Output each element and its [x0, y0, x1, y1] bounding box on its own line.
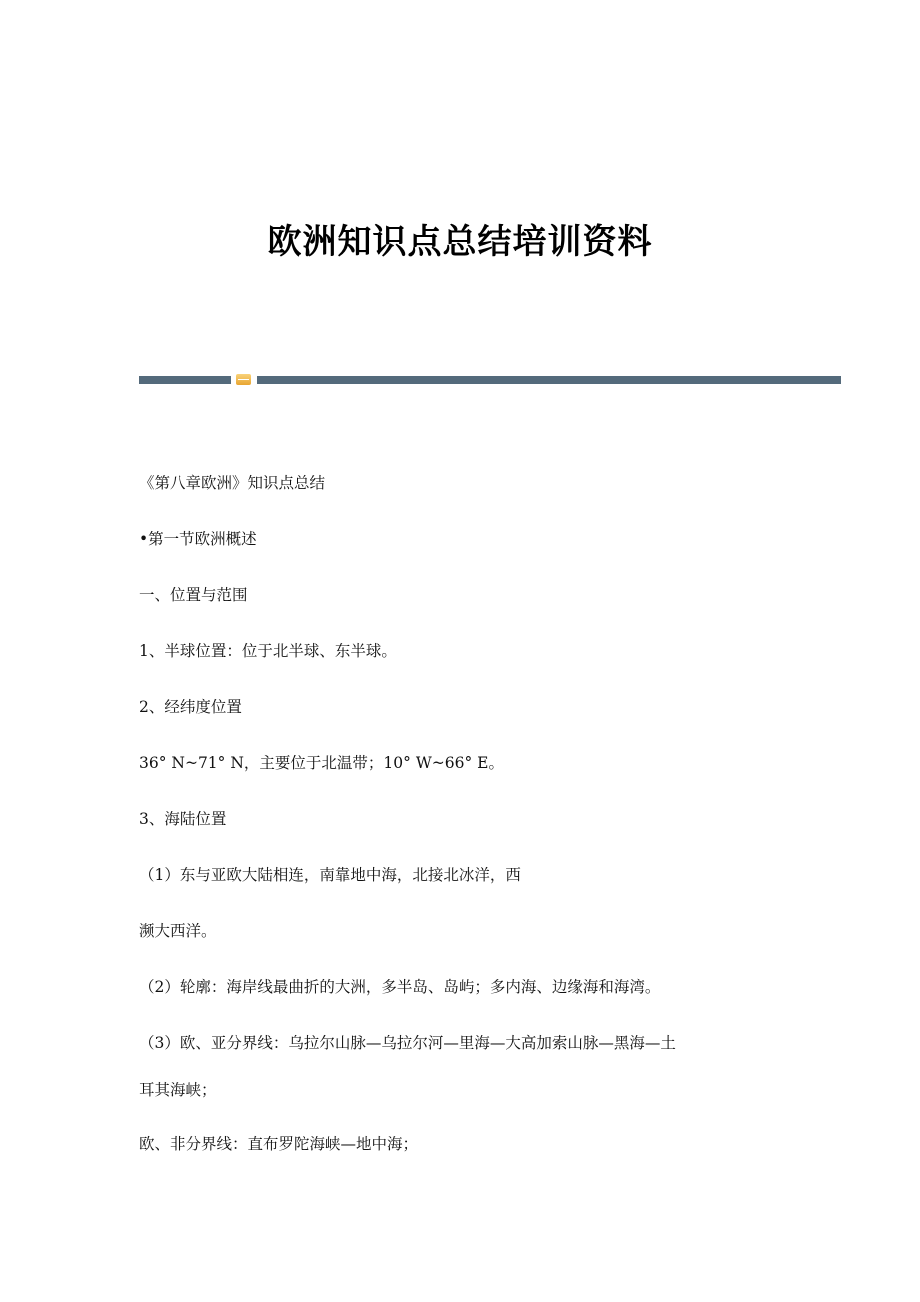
- divider-ornament-icon: [236, 374, 251, 385]
- title-divider: [139, 374, 841, 386]
- sea-land-heading: 3、海陆位置: [139, 810, 227, 828]
- sea-land-item-1-cont: 濒大西洋。: [139, 922, 217, 940]
- section-heading: •第一节欧洲概述: [139, 530, 257, 548]
- divider-bar-left: [139, 376, 231, 384]
- subsection-heading: 一、位置与范围: [139, 586, 248, 604]
- divider-bar-right: [257, 376, 841, 384]
- sea-land-item-2: （2）轮廓：海岸线最曲折的大洲，多半岛、岛屿；多内海、边缘海和海湾。: [139, 978, 661, 996]
- hemisphere-position: 1、半球位置：位于北半球、东半球。: [139, 642, 397, 660]
- sea-land-item-3: （3）欧、亚分界线：乌拉尔山脉—乌拉尔河—里海—大高加索山脉—黑海—土: [139, 1034, 676, 1052]
- page-title: 欧洲知识点总结培训资料: [267, 222, 653, 262]
- chapter-heading: 《第八章欧洲》知识点总结: [139, 474, 326, 492]
- latlong-values: 36° N~71° N，主要位于北温带；10° W~66° E。: [139, 754, 504, 772]
- europe-africa-boundary: 欧、非分界线：直布罗陀海峡—地中海；: [139, 1135, 419, 1153]
- sea-land-item-1: （1）东与亚欧大陆相连，南靠地中海，北接北冰洋，西: [139, 866, 521, 884]
- latlong-heading: 2、经纬度位置: [139, 698, 242, 716]
- sea-land-item-3-cont: 耳其海峡；: [139, 1081, 217, 1099]
